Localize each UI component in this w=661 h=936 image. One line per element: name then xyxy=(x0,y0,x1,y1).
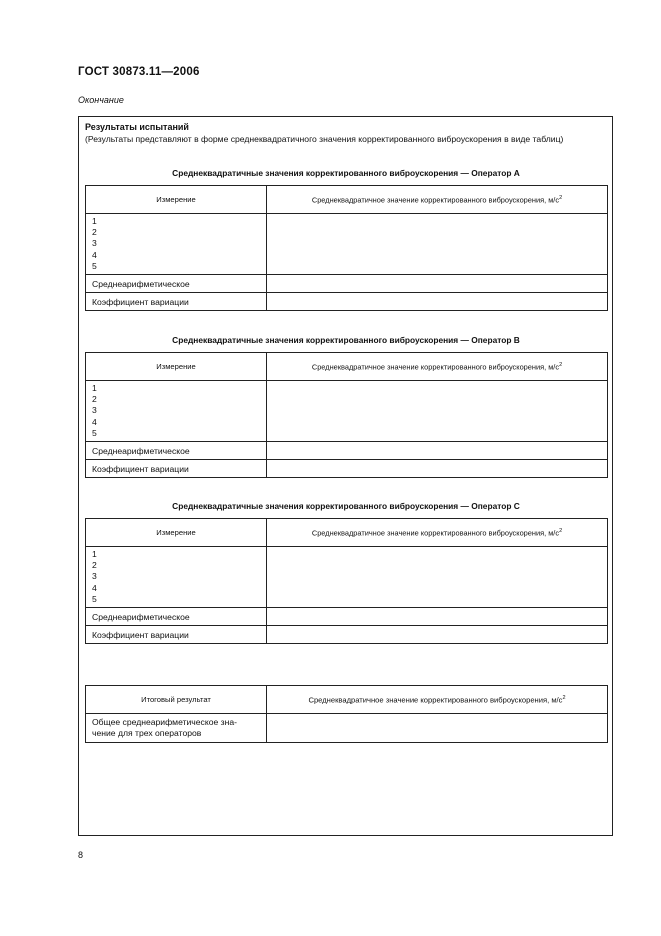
column-header-rms-value: Среднеквадратичное значение корректированного виброускорения, $м/с^2$ xyxy=(267,519,608,547)
table-c-caption: Среднеквадратичные значения корректированного виброускорения — Оператор С xyxy=(172,501,520,511)
measurement-number: 5 xyxy=(92,593,97,604)
measurement-number: 1 xyxy=(92,382,97,393)
measurement-values-cell xyxy=(267,381,608,442)
measurement-number: 1 xyxy=(92,215,97,226)
measurement-number: 4 xyxy=(92,582,97,593)
measurement-number: 3 xyxy=(92,571,97,582)
table-a-caption: Среднеквадратичные значения корректированного виброускорения — Оператор А xyxy=(172,168,520,178)
measurement-number: 5 xyxy=(92,427,97,438)
table-operator-c xyxy=(85,518,608,644)
cv-label: Коэффициент вариации xyxy=(86,460,267,478)
measurement-number: 5 xyxy=(92,260,97,271)
measurement-number: 2 xyxy=(92,394,97,405)
mean-value-cell xyxy=(267,608,608,626)
cv-value-cell xyxy=(267,293,608,311)
overall-mean-label: Общее среднеарифметическое зна- чение для трех операторов xyxy=(86,714,267,743)
column-header-rms-value: Среднеквадратичное значение корректированного виброускорения, $м/с^2$ xyxy=(267,186,608,214)
measurement-number: 2 xyxy=(92,560,97,571)
column-header-final-result: Итоговый результат xyxy=(86,686,267,714)
column-header-rms-value: Среднеквадратичное значение корректированного виброускорения, $м/с^2$ xyxy=(267,353,608,381)
mean-label: Среднеарифметическое xyxy=(86,608,267,626)
page-number: 8 xyxy=(78,850,84,860)
document-header: ГОСТ 30873.11—2006 xyxy=(78,66,200,78)
measurement-number: 4 xyxy=(92,249,97,260)
column-header-measurement: Измерение xyxy=(86,186,267,214)
cv-value-cell xyxy=(267,460,608,478)
column-header-measurement: Измерение xyxy=(86,353,267,381)
measurement-numbers xyxy=(86,547,267,608)
column-header-rms-value: Среднеквадратичное значение корректированного виброускорения, $м/с^2$ xyxy=(267,686,608,714)
mean-label: Среднеарифметическое xyxy=(86,275,267,293)
cv-label: Коэффициент вариации xyxy=(86,626,267,644)
results-note: (Результаты представляют в форме среднеквадратичного значения корректированного виброускорения в виде таблиц) xyxy=(85,134,564,144)
measurement-numbers xyxy=(86,214,267,275)
table-b-caption: Среднеквадратичные значения корректированного виброускорения — Оператор В xyxy=(172,335,520,345)
overall-mean-value-cell xyxy=(267,714,608,743)
table-operator-b xyxy=(85,352,608,478)
measurement-number: 1 xyxy=(92,548,97,559)
measurement-values-cell xyxy=(267,547,608,608)
mean-value-cell xyxy=(267,442,608,460)
measurement-values-cell xyxy=(267,214,608,275)
mean-label: Среднеарифметическое xyxy=(86,442,267,460)
continuation-label: Окончание xyxy=(78,95,124,105)
results-title: Результаты испытаний xyxy=(85,122,189,132)
measurement-numbers xyxy=(86,381,267,442)
table-final-result xyxy=(85,685,608,743)
cv-value-cell xyxy=(267,626,608,644)
results-frame xyxy=(78,116,613,836)
cv-label: Коэффициент вариации xyxy=(86,293,267,311)
measurement-number: 4 xyxy=(92,416,97,427)
measurement-number: 3 xyxy=(92,405,97,416)
mean-value-cell xyxy=(267,275,608,293)
measurement-number: 2 xyxy=(92,227,97,238)
measurement-number: 3 xyxy=(92,238,97,249)
column-header-measurement: Измерение xyxy=(86,519,267,547)
table-operator-a xyxy=(85,185,608,311)
